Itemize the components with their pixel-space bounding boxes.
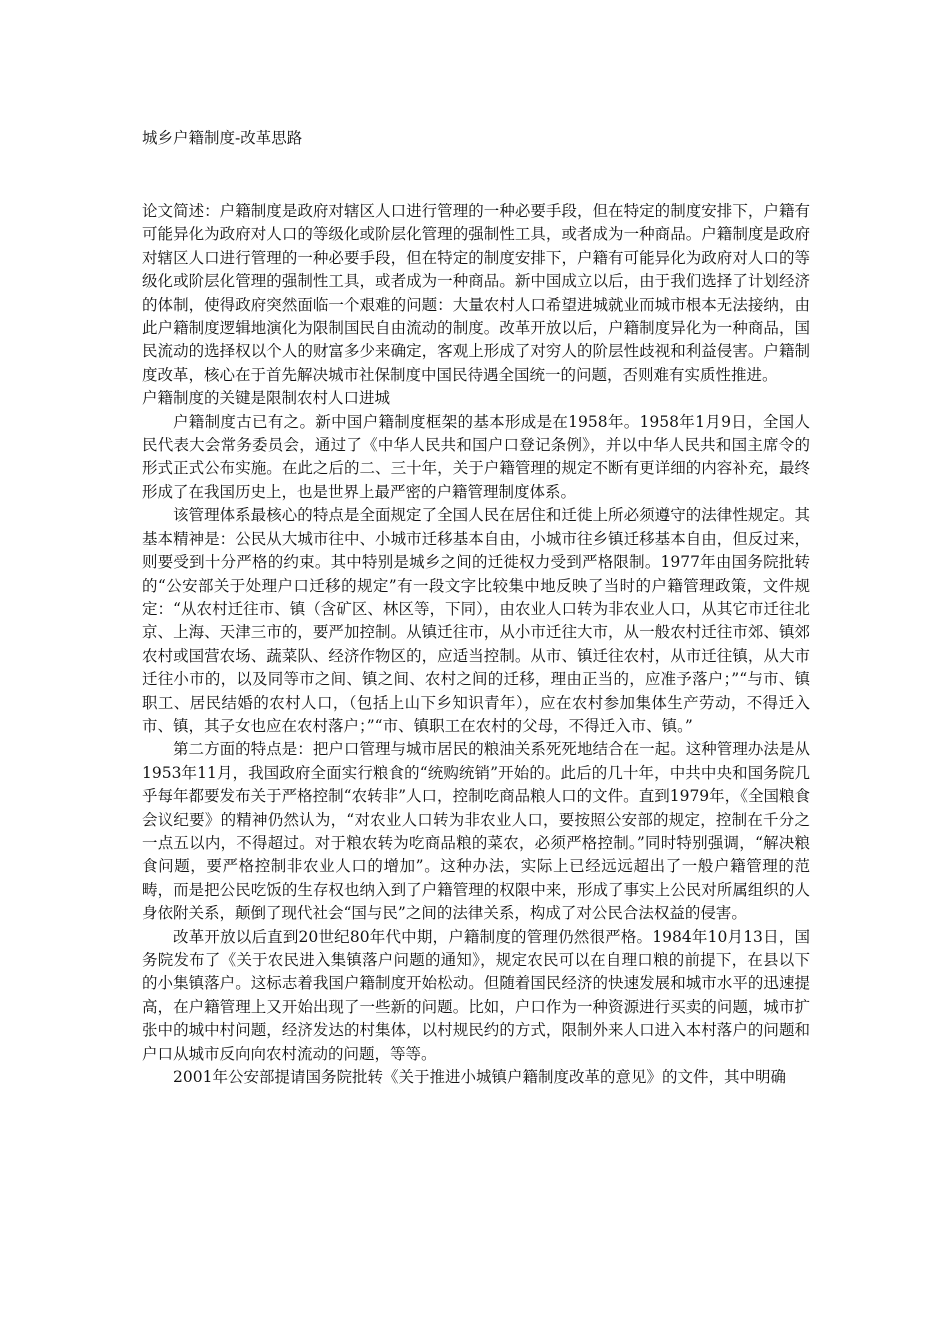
body-paragraph: 户籍制度古已有之。新中国户籍制度框架的基本形成是在1958年。1958年1月9日，全国人民代表大会常务委员会，通过了《中华人民共和国户口登记条例》，并以中华人民共和国主席令的形式正式公布实施。在此之后的二、三十年，关于户籍管理的规定不断有更详细的内容补充，最终形成了在我国历史上，也是世界上最严密的户籍管理制度体系。 <box>142 412 810 501</box>
section-heading: 户籍制度的关键是限制农村人口进城 <box>142 389 391 408</box>
abstract-paragraph: 论文简述：户籍制度是政府对辖区人口进行管理的一种必要手段，但在特定的制度安排下，户籍有可能异化为政府对人口的等级化或阶层化管理的强制性工具，或者成为一种商品。户籍制度是政府对辖区人口进行管理的一种必要手段，但在特定的制度安排下，户籍有可能异化为政府对人口的等级化或阶层化管理的强制性工具，或者成为一种商品。新中国成立以后，由于我们选择了计划经济的体制，使得政府突然面临一个艰难的问题：大量农村人口希望进城就业而城市根本无法接纳，由此户籍制度逻辑地演化为限制国民自由流动的制度。改革开放以后，户籍制度异化为一种商品，国民流动的选择权以个人的财富多少来确定，客观上形成了对穷人的阶层性歧视和利益侵害。户籍制度改革，核心在于首先解决城市社保制度中国民待遇全国统一的问题，否则难有实质性推进。 <box>142 202 810 384</box>
body-paragraph: 改革开放以后直到20世纪80年代中期，户籍制度的管理仍然很严格。1984年10月13日，国务院发布了《关于农民进入集镇落户问题的通知》，规定农民可以在自理口粮的前提下，在县以下的小集镇落户。这标志着我国户籍制度开始松动。但随着国民经济的快速发展和城市水平的迅速提高，在户籍管理上又开始出现了一些新的问题。比如，户口作为一种资源进行买卖的问题，城市扩张中的城中村问题，经济发达的村集体，以村规民约的方式，限制外来人口进入本村落户的问题和户口从城市反向向农村流动的问题，等等。 <box>142 927 810 1063</box>
body-paragraph: 第二方面的特点是：把户口管理与城市居民的粮油关系死死地结合在一起。这种管理办法是从1953年11月，我国政府全面实行粮食的“统购统销”开始的。此后的几十年，中共中央和国务院几乎每年都要发布关于严格控制“农转非”人口，控制吃商品粮人口的文件。直到1979年，《全国粮食会议纪要》的精神仍然认为，“对农业人口转为非农业人口，要按照公安部的规定，控制在千分之一点五以内，不得超过。对于粮农转为吃商品粮的菜农，必须严格控制。”同时特别强调，“解决粮食问题，要严格控制非农业人口的增加”。这种办法，实际上已经远远超出了一般户籍管理的范畴，而是把公民吃饭的生存权也纳入到了户籍管理的权限中来，形成了事实上公民对所属组织的人身依附关系，颠倒了现代社会“国与民”之间的法律关系，构成了对公民合法权益的侵害。 <box>142 740 810 923</box>
body-paragraph: 该管理体系最核心的特点是全面规定了全国人民在居住和迁徙上所必须遵守的法律性规定。其基本精神是：公民从大城市往中、小城市迁移基本自由，小城市往乡镇迁移基本自由，但反过来，则要受到十分严格的约束。其中特别是城乡之间的迁徙权力受到严格限制。1977年由国务院批转的“公安部关于处理户口迁移的规定”有一段文字比较集中地反映了当时的户籍管理政策，文件规定：“从农村迁往市、镇（含矿区、林区等，下同），由农业人口转为非农业人口，从其它市迁往北京、上海、天津三市的，要严加控制。从镇迁往市，从小市迁往大市，从一般农村迁往市郊、镇郊农村或国营农场、蔬菜队、经济作物区的，应适当控制。从市、镇迁往农村，从市迁往镇，从大市迁往小市的，以及同等市之间、镇之间、农村之间的迁移，理由正当的，应准予落户；”“与市、镇职工、居民结婚的农村人口，（包括上山下乡知识青年），应在农村参加集体生产劳动，不得迁入市、镇，其子女也应在农村落户；”“市、镇职工在农村的父母，不得迁入市、镇。” <box>142 506 810 735</box>
body-paragraph: 2001年公安部提请国务院批转《关于推进小城镇户籍制度改革的意见》的文件，其中明确 <box>173 1068 786 1087</box>
document-body <box>142 200 810 1089</box>
document-title: 城乡户籍制度-改革思路 <box>142 129 303 147</box>
